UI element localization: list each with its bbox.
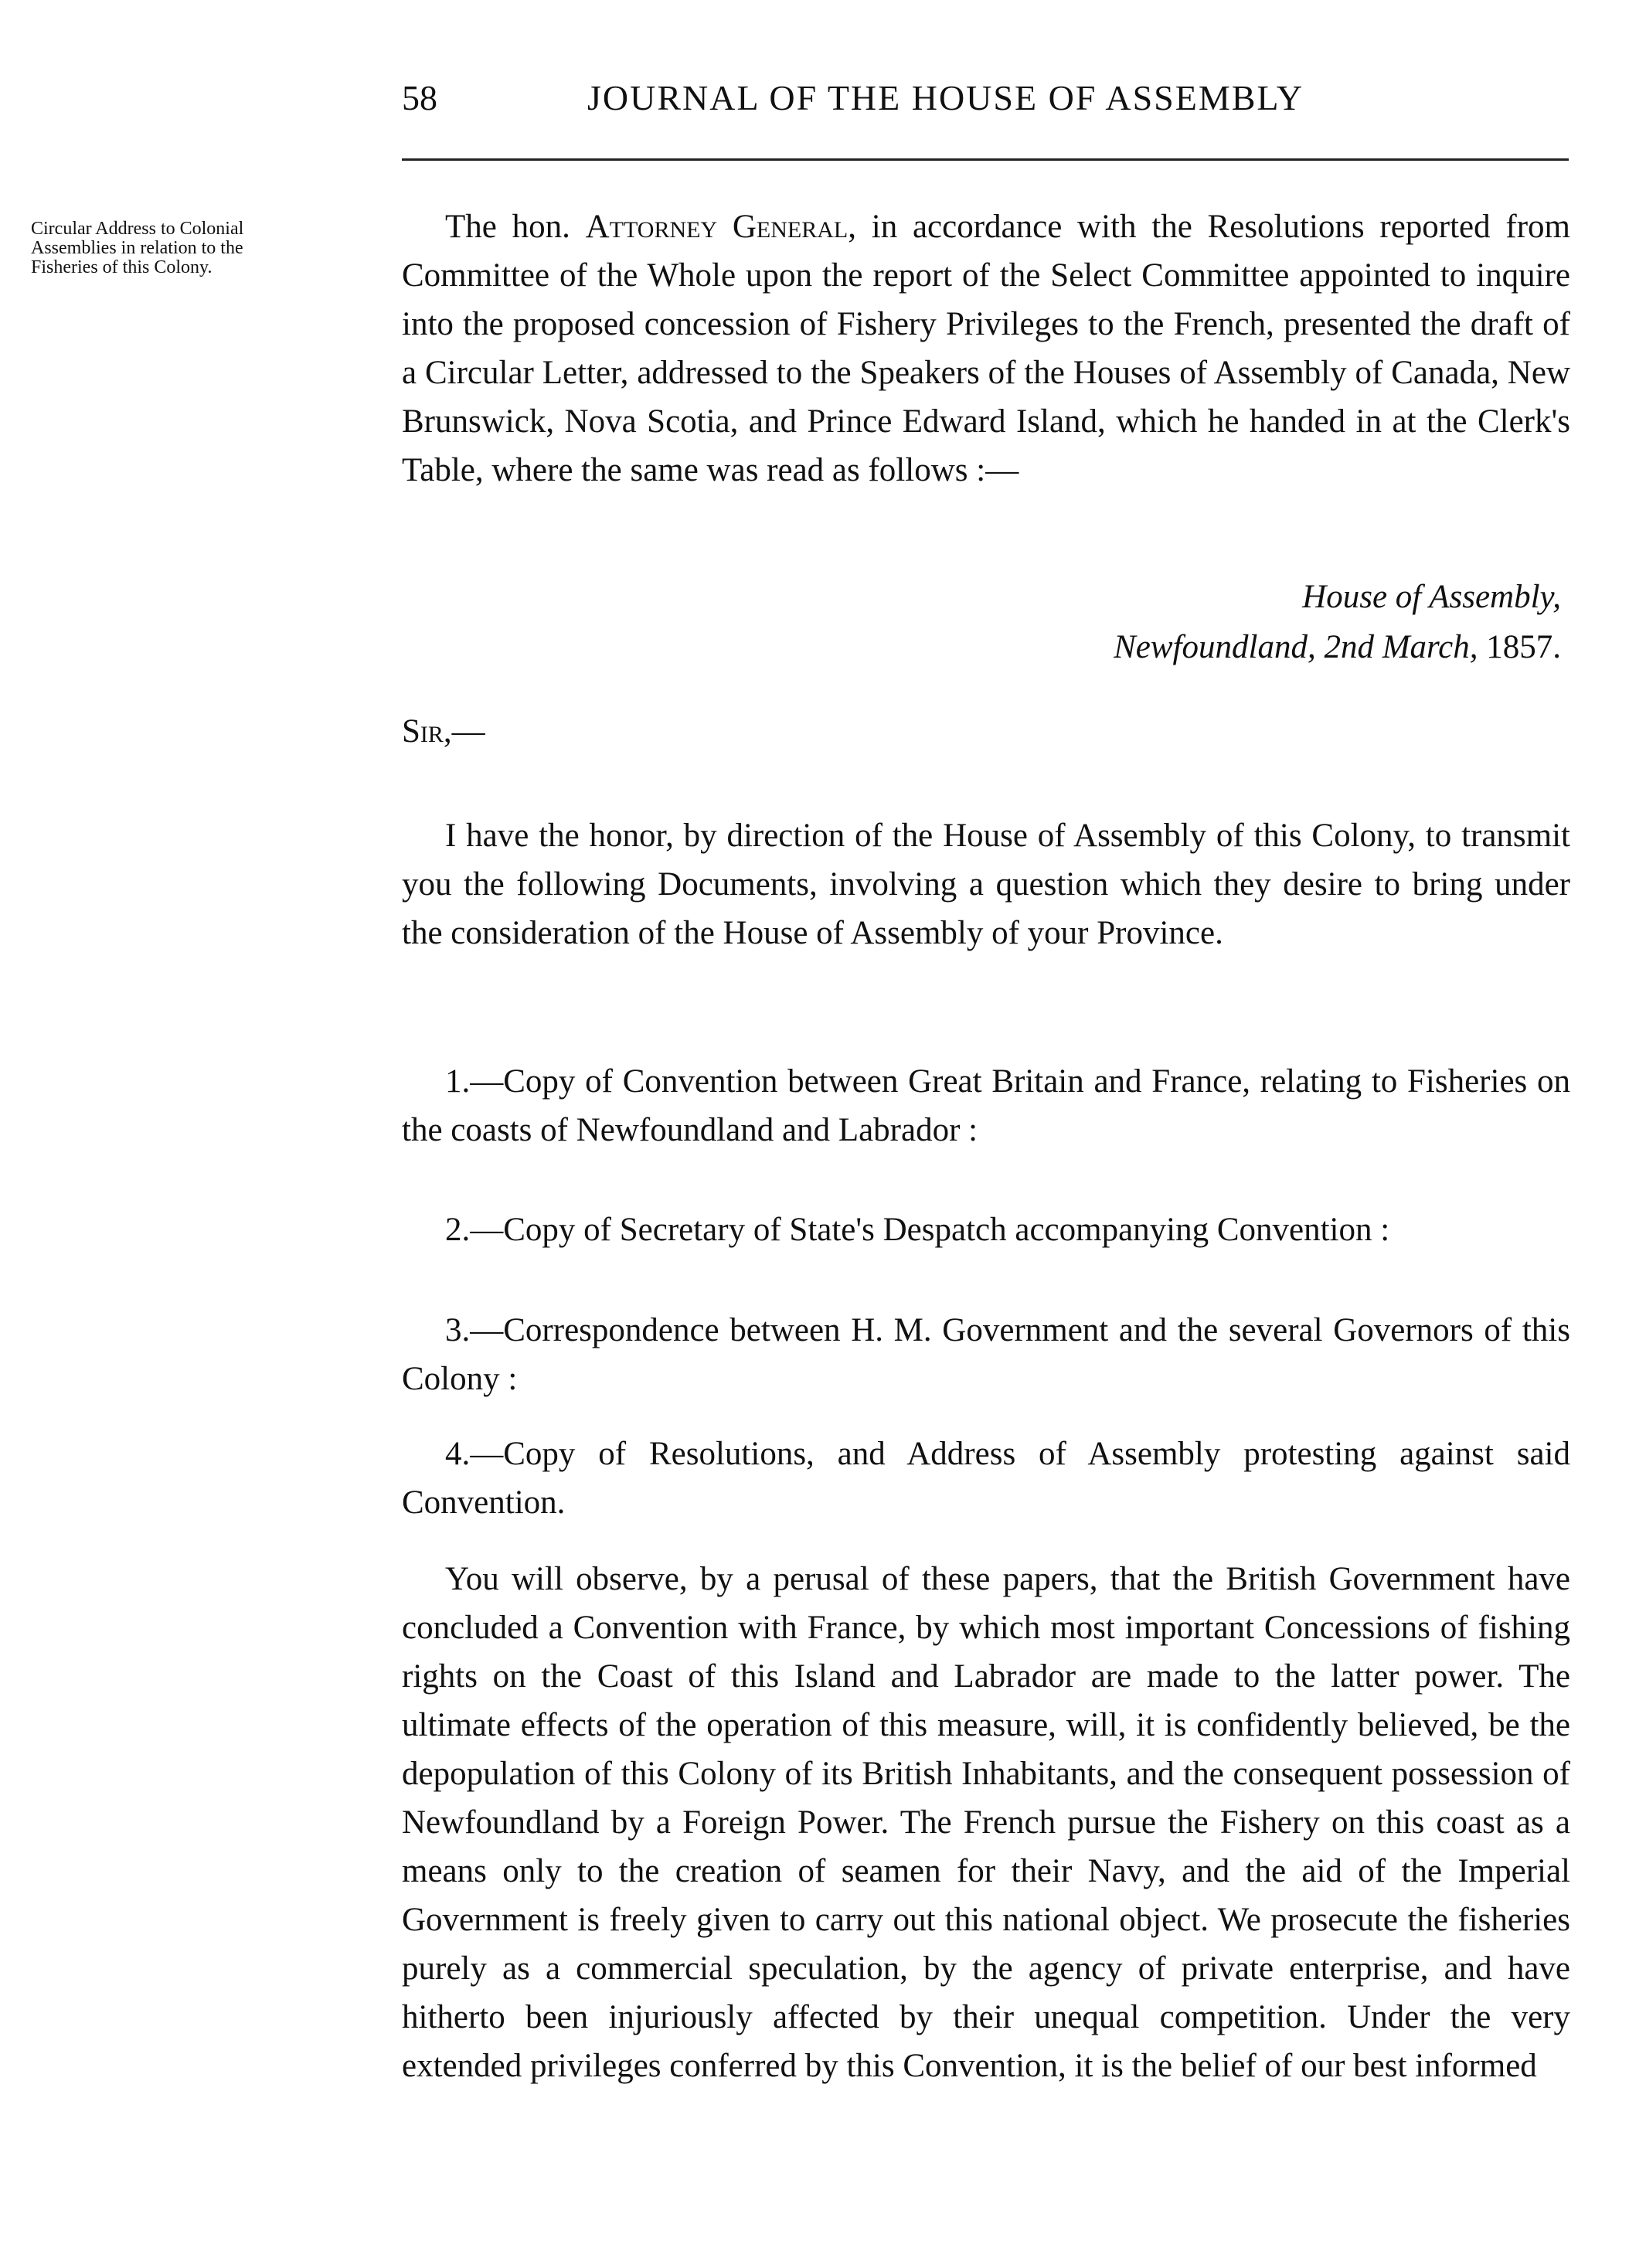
margin-note-line: Circular Address to Colonial <box>31 219 244 239</box>
attorney-general-title: Attorney General <box>585 209 849 245</box>
document-item <box>402 1306 1570 1403</box>
intro-text: , in accordance with the Resolutions reported from Committee of the Whole upon the report of the Select Committee appointed to inquire into the proposed concession of Fishery Privileges to the French, presented the draft of a Circular Letter, addressed to the Speakers of the Houses of Assembly of Canada, New Brunswick, Nova Scotia, and Prince Edward Island, which he handed in at the Clerk's Table, where the same was read as follows :— <box>402 209 1570 488</box>
closing-paragraph <box>402 1555 1570 2090</box>
document-item <box>402 1057 1570 1154</box>
page-number: 58 <box>402 78 437 117</box>
dateline-place-date: Newfoundland, 2nd March, <box>1114 629 1478 665</box>
page-header <box>402 77 1576 124</box>
closing-paragraph-text: You will observe, by a perusal of these papers, that the British Government have concluded a Convention with France, by which most important Concessions of fishing rights on the Coast of this Island and Labrador are made to the latter power. The ultimate effects of the operation of this measure, will, it is confidently believed, be the depopulation of this Colony of its British Inhabitants, and the consequent possession of Newfoundland by a Foreign Power. The French pursue the Fishery on this coast as a means only to the creation of seamen for their Navy, and the aid of the Imperial Government is freely given to carry out this national object. We prosecute the fisheries purely as a commercial speculation, by the agency of private enterprise, and have hitherto been injuriously affected by their unequal competition. Under the very extended privileges conferred by this Convention, it is the belief of our best informed <box>402 1561 1570 2084</box>
document-item-text: 1.—Copy of Convention between Great Britain and France, relating to Fisheries on the coasts of Newfoundland and Labrador : <box>402 1063 1570 1148</box>
dateline-year: 1857. <box>1486 629 1561 665</box>
document-item <box>402 1430 1570 1527</box>
letter-dateline <box>1114 572 1561 672</box>
header-rule <box>402 158 1569 161</box>
margin-note-line: Assemblies in relation to the <box>31 238 243 258</box>
letter-intro-paragraph <box>402 811 1570 957</box>
document-item-text: 2.—Copy of Secretary of State's Despatch accompanying Convention : <box>445 1212 1390 1248</box>
dateline-house: House of Assembly, <box>1302 579 1561 615</box>
intro-prefix: The hon. <box>445 209 586 245</box>
margin-note-line: Fisheries of this Colony. <box>31 257 213 277</box>
document-item-text: 4.—Copy of Resolutions, and Address of Assembly protesting against said Convention. <box>402 1436 1570 1521</box>
document-item-text: 3.—Correspondence between H. M. Government and the several Governors of this Colony : <box>402 1312 1570 1397</box>
document-item <box>402 1205 1570 1254</box>
letter-intro-text: I have the honor, by direction of the House of Assembly of this Colony, to transmit you the following Documents, involving a question which they desire to bring under the consideration of the House of Assembly of your Province. <box>402 818 1570 951</box>
intro-paragraph <box>402 202 1570 495</box>
margin-note <box>31 219 386 277</box>
salutation: Sir,— <box>402 713 485 750</box>
running-title: JOURNAL OF THE HOUSE OF ASSEMBLY <box>587 78 1304 117</box>
